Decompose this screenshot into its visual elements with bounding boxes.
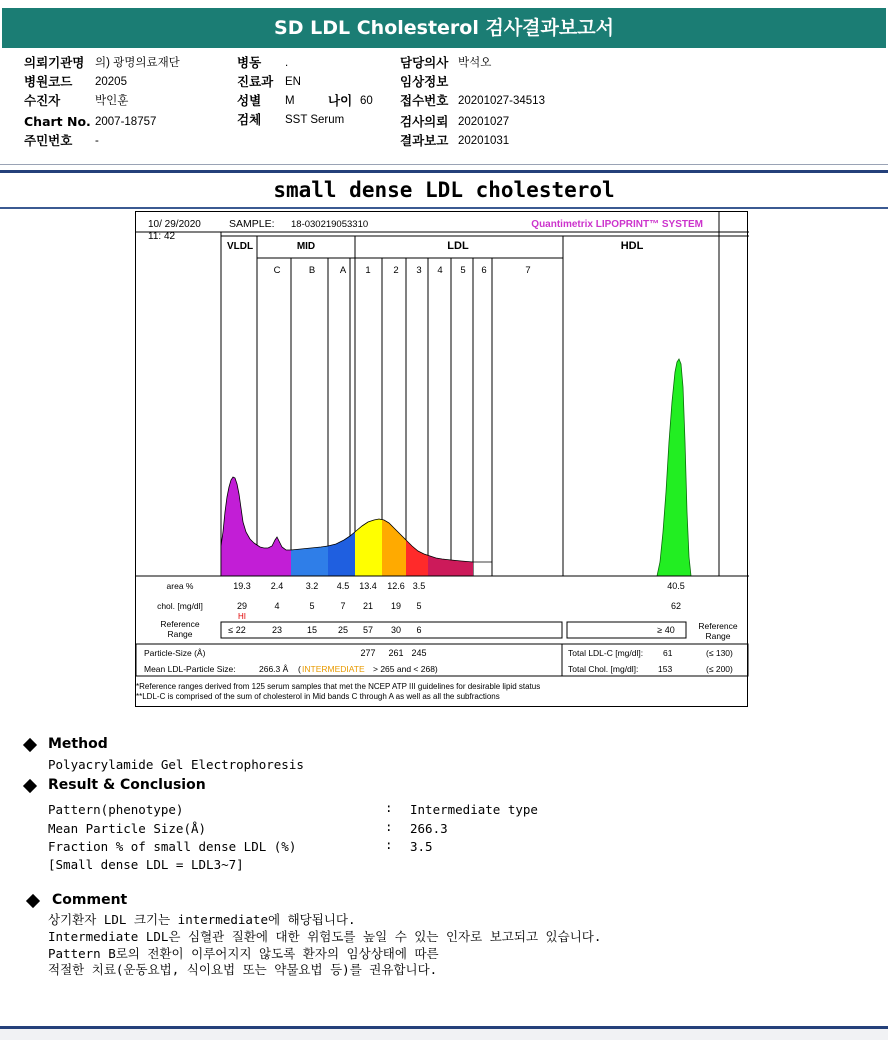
report-title: SD LDL Cholesterol 검사결과보고서 <box>2 8 886 48</box>
total-ldl-ref: (≤ 130) <box>706 648 733 658</box>
band-label-a: A <box>339 265 347 276</box>
mean-size-value: 266.3 Å <box>259 664 289 674</box>
total-chol-ref: (≤ 200) <box>706 664 733 674</box>
diamond-bullet-icon <box>23 779 37 793</box>
info-label: 나이 <box>328 93 353 108</box>
group-hdl: HDL <box>620 240 644 252</box>
band-label-4: 4 <box>437 265 443 276</box>
info-label: 임상정보 <box>400 74 449 89</box>
info-label: 의뢰기관명 <box>24 55 85 70</box>
reference-value: 57 <box>362 625 374 635</box>
info-value: EN <box>285 76 301 88</box>
band-label-5: 5 <box>460 265 466 276</box>
info-value: SST Serum <box>285 114 345 126</box>
divider <box>0 164 888 165</box>
area-value: 40.5 <box>667 581 685 591</box>
info-value: 박인훈 <box>95 95 129 107</box>
group-mid: MID <box>296 241 316 252</box>
result-sep: : <box>385 819 393 834</box>
chart-time: 11: 42 <box>148 231 176 242</box>
comment-line: Intermediate LDL은 심혈관 질환에 대한 위험도를 높일 수 있는 인자로 보고되고 있습니다. <box>48 929 602 944</box>
total-ldl-value: 61 <box>663 648 673 658</box>
chol-flag: HI <box>238 612 246 621</box>
reference-value: 30 <box>390 625 402 635</box>
band-label-1: 1 <box>365 265 371 276</box>
result-value: 266.3 <box>410 821 448 836</box>
method-title: Method <box>48 736 108 752</box>
info-label: 검사의뢰 <box>400 114 449 129</box>
info-value: 20201027-34513 <box>458 95 545 107</box>
vldl-peak <box>221 477 257 576</box>
result-label: Pattern(phenotype) <box>48 802 184 817</box>
brand-label: Quantimetrix LIPOPRINT™ SYSTEM <box>531 219 703 230</box>
info-value: 20205 <box>95 76 127 88</box>
divider <box>0 207 888 209</box>
info-label: 수진자 <box>24 93 61 108</box>
chol-value: 5 <box>416 601 422 611</box>
row-label-chol: chol. [mg/dl] <box>157 601 203 611</box>
row-label-area: area % <box>166 581 194 591</box>
reference-value: 6 <box>416 625 422 635</box>
comment-line: Pattern B로의 전환이 이루어지지 않도록 환자의 임상상태에 따른 <box>48 946 439 961</box>
info-label: 검체 <box>237 112 262 127</box>
chol-value: 21 <box>362 601 374 611</box>
chol-value: 62 <box>670 601 682 611</box>
footer-strip <box>0 1029 888 1040</box>
info-value: . <box>285 57 289 69</box>
group-vldl: VLDL <box>226 241 254 252</box>
method-text: Polyacrylamide Gel Electrophoresis <box>48 757 304 772</box>
ldl1-peak <box>355 519 382 576</box>
diamond-bullet-icon <box>23 738 37 752</box>
section-title: small dense LDL cholesterol <box>273 178 615 202</box>
row-label-ref: Range <box>167 629 193 639</box>
mid-a-peak <box>328 532 355 576</box>
group-ldl: LDL <box>447 240 469 252</box>
info-label: 주민번호 <box>24 133 73 148</box>
info-value: 의) 광명의료재단 <box>95 57 180 69</box>
info-value: M <box>285 95 295 107</box>
total-ldl-label: Total LDL-C [mg/dl]: <box>568 648 644 658</box>
ldl3-peak <box>406 540 428 576</box>
result-title: Result & Conclusion <box>48 777 206 793</box>
band-label-2: 2 <box>393 265 399 276</box>
reference-value: ≥ 40 <box>657 625 675 635</box>
info-value: 2007-18757 <box>95 116 157 128</box>
band-label-6: 6 <box>481 265 487 276</box>
area-value: 12.6 <box>387 581 405 591</box>
reference-value: 15 <box>306 625 318 635</box>
total-chol-label: Total Chol. [mg/dl]: <box>568 664 639 674</box>
mean-size-class: INTERMEDIATE <box>302 664 365 674</box>
info-label: 접수번호 <box>400 93 449 108</box>
comment-line: 적절한 치료(운동요법, 식이요법 또는 약물요법 등)를 권유합니다. <box>48 962 438 977</box>
total-chol-value: 153 <box>658 664 673 674</box>
particle-size-value: 245 <box>411 648 427 658</box>
result-value: Intermediate type <box>410 802 538 817</box>
comment-title: Comment <box>52 892 128 908</box>
particle-size-value: 261 <box>388 648 404 658</box>
info-label: Chart No. <box>24 114 91 129</box>
area-value: 19.3 <box>233 581 251 591</box>
reference-value: ≤ 22 <box>228 625 246 635</box>
result-sep: : <box>385 837 393 852</box>
svg-text:(: ( <box>298 664 301 674</box>
row-label-ref-right: Range <box>705 631 731 641</box>
result-label: Mean Particle Size(Å) <box>48 821 207 836</box>
area-value: 3.5 <box>412 581 426 591</box>
particle-size-label: Particle-Size (Å) <box>144 648 206 658</box>
chol-value: 4 <box>274 601 280 611</box>
comment-line: 상기환자 LDL 크기는 intermediate에 해당됩니다. <box>48 912 356 927</box>
chol-value: 7 <box>340 601 346 611</box>
mid-b-peak <box>291 546 328 576</box>
info-label: 병동 <box>237 55 262 70</box>
area-value: 13.4 <box>359 581 377 591</box>
divider <box>0 170 888 173</box>
chol-value: 19 <box>390 601 402 611</box>
sample-label: SAMPLE: <box>229 218 275 230</box>
band-label-b: B <box>308 265 316 276</box>
mean-size-range: > 265 and < 268) <box>373 664 438 674</box>
info-value: 20201027 <box>458 116 510 128</box>
area-value: 2.4 <box>270 581 284 591</box>
result-value: 3.5 <box>410 839 433 854</box>
chart-date: 10/ 29/2020 <box>148 219 201 230</box>
row-label-ref-right: Reference <box>698 621 738 631</box>
info-value: 박석오 <box>458 57 492 69</box>
info-label: 병원코드 <box>24 74 73 89</box>
band-label-3: 3 <box>416 265 422 276</box>
particle-size-value: 277 <box>360 648 376 658</box>
mean-size-label: Mean LDL-Particle Size: <box>144 664 236 674</box>
info-label: 담당의사 <box>400 55 449 70</box>
reference-value: 23 <box>271 625 283 635</box>
area-value: 4.5 <box>336 581 350 591</box>
hdl-peak <box>657 359 691 576</box>
diamond-bullet-icon <box>26 894 40 908</box>
row-label-ref: Reference <box>160 619 200 629</box>
result-sep: : <box>385 800 393 815</box>
patient-info <box>0 54 888 164</box>
footnote: **LDL-C is comprised of the sum of cholesterol in Mid bands C through A as well as all the subfractions <box>136 692 500 701</box>
band-label-c: C <box>273 265 281 276</box>
info-value: - <box>95 135 99 147</box>
sample-id: 18-030219053310 <box>291 219 369 230</box>
area-value: 3.2 <box>305 581 319 591</box>
band-label-7: 7 <box>525 265 531 276</box>
chol-value: 29 <box>236 601 248 611</box>
lipoprint-chart <box>135 211 748 707</box>
info-value: 20201031 <box>458 135 510 147</box>
result-note: [Small dense LDL = LDL3~7] <box>48 857 244 872</box>
footnote: *Reference ranges derived from 125 serum samples that met the NCEP ATP III guidelines for desirable lipid status <box>136 682 541 691</box>
info-label: 진료과 <box>237 74 274 89</box>
info-label: 성별 <box>237 93 262 108</box>
chol-value: 5 <box>309 601 315 611</box>
result-label: Fraction % of small dense LDL (%) <box>48 839 297 854</box>
info-label: 결과보고 <box>400 133 449 148</box>
reference-value: 25 <box>337 625 349 635</box>
info-value: 60 <box>360 95 373 107</box>
